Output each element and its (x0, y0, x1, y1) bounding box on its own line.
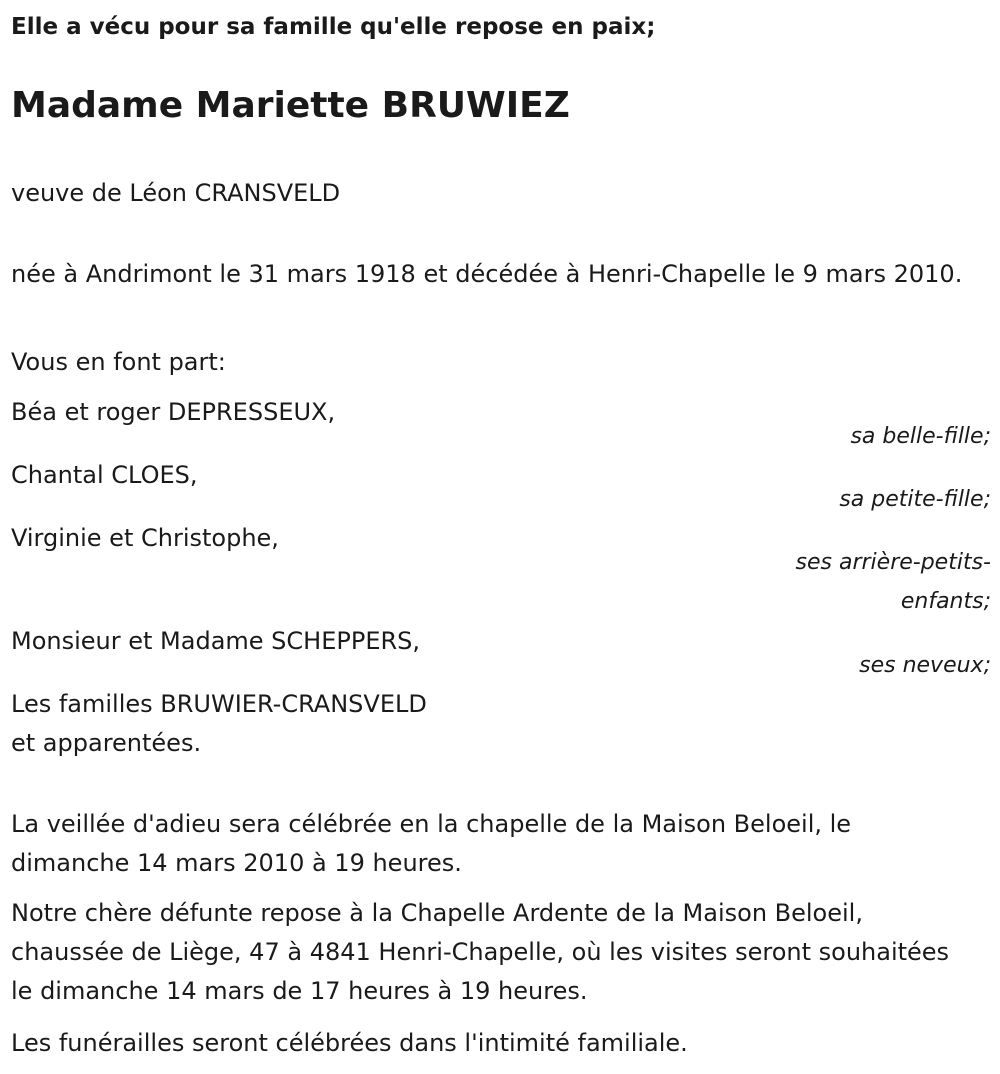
family-member-relation: ses neveux; (859, 653, 991, 678)
family-member-name: Monsieur et Madame SCHEPPERS, (11, 627, 421, 655)
family-member-relation: sa belle-fille; (850, 424, 991, 449)
announce-line: Vous en font part: (11, 348, 226, 376)
deceased-name: Madame Mariette BRUWIEZ (11, 85, 570, 126)
family-member-name: Béa et roger DEPRESSEUX, (11, 398, 336, 426)
rest-paragraph: Notre chère défunte repose à la Chapelle Ardente de la Maison Beloeil, chaussée de Liège, 47 à 4841 Henri-Chapelle, où les visites seront souhaitées le dimanche 14 mars de 17 heures à 19 heures. (11, 899, 950, 1005)
funeral-line: Les funérailles seront célébrées dans l'intimité familiale. (11, 1029, 688, 1057)
intro-line: Elle a vécu pour sa famille qu'elle repose en paix; (11, 14, 656, 40)
families-line-cont: et apparentées. (11, 729, 202, 757)
family-member-relation-cont: enfants; (900, 589, 991, 614)
vigil-paragraph: La veillée d'adieu sera célébrée en la chapelle de la Maison Beloeil, le dimanche 14 mars 2010 à 19 heures. (11, 810, 852, 877)
families-line: Les familles BRUWIER-CRANSVELD (11, 690, 427, 718)
widow-of-line: veuve de Léon CRANSVELD (11, 179, 341, 207)
birth-death-line: née à Andrimont le 31 mars 1918 et décédée à Henri-Chapelle le 9 mars 2010. (11, 260, 963, 288)
family-member-relation: sa petite-fille; (839, 487, 991, 512)
family-member-name: Chantal CLOES, (11, 461, 198, 489)
family-member-relation: ses arrière-petits- (795, 550, 991, 575)
family-member-name: Virginie et Christophe, (11, 524, 279, 552)
